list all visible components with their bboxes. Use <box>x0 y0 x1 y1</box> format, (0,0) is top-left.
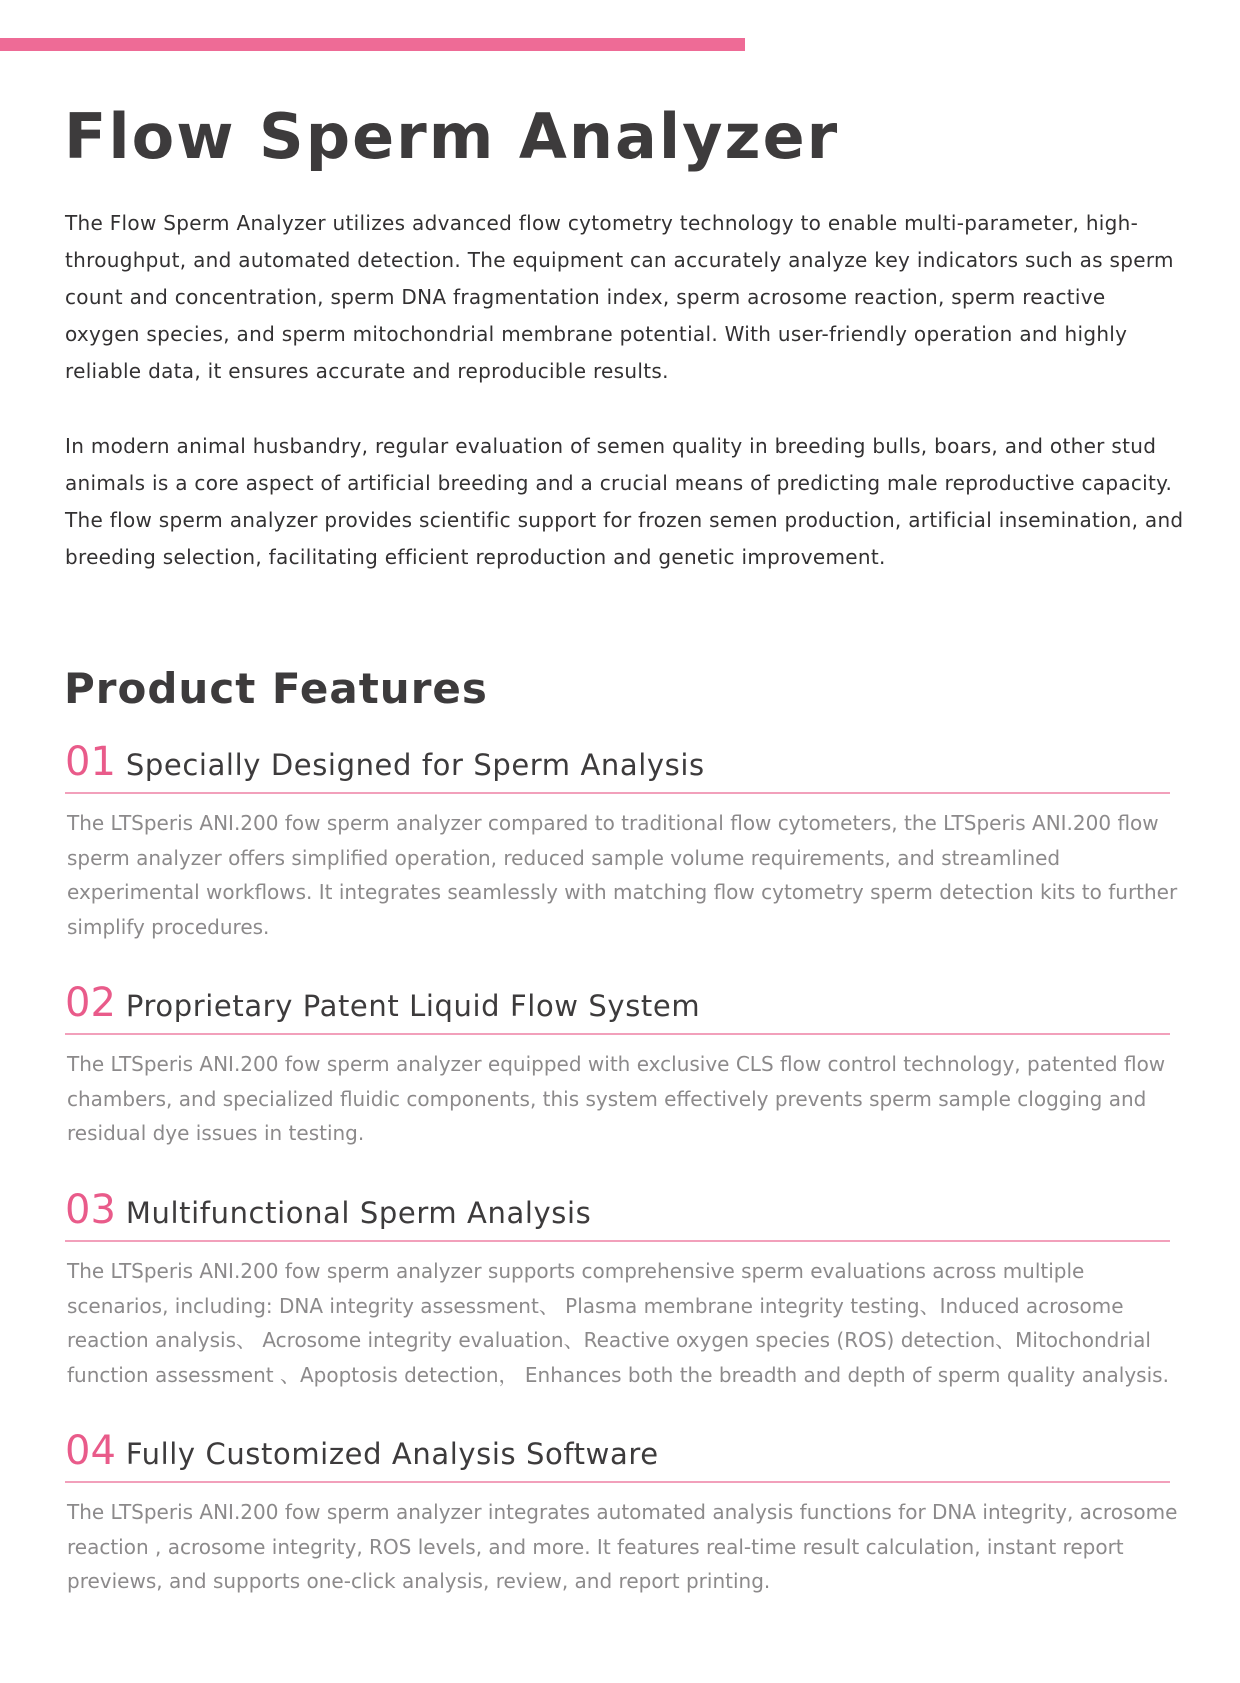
feature-description: The LTSperis ANI.200 fow sperm analyzer compared to traditional flow cytometers, the LTSperis ANI.200 flow sperm analyzer offers simplified operation, reduced sample volume requirements, and streamlined experimental workflows. It integrates seamlessly with matching flow cytometry sperm detection kits to further simplify procedures. <box>67 811 1178 939</box>
feature-description: The LTSperis ANI.200 fow sperm analyzer equipped with exclusive CLS flow control technology, patented flow chambers, and specialized fluidic components, this system effectively prevents sperm sample clogging and residual dye issues in testing. <box>67 1052 1166 1145</box>
feature-number: 01 <box>65 739 116 785</box>
feature-title: Proprietary Patent Liquid Flow System <box>125 989 701 1023</box>
intro-paragraph: In modern animal husbandry, regular evaluation of semen quality in breeding bulls, boars, and other stud animals is a core aspect of artificial breeding and a crucial means of predicting male reproductive capacity. The flow sperm analyzer provides scientific support for frozen semen production, artificial insemination, and breeding selection, facilitating efficient reproduction and genetic improvement. <box>65 434 1184 569</box>
feature-section <box>65 979 1170 1151</box>
feature-number: 04 <box>65 1428 116 1474</box>
feature-title: Specially Designed for Sperm Analysis <box>125 748 705 782</box>
feature-header <box>65 1427 1170 1483</box>
feature-description: The LTSperis ANI.200 fow sperm analyzer integrates automated analysis functions for DNA integrity, acrosome reaction , acrosome integrity, ROS levels, and more. It features real-time result calculation, instant report previews, and supports one-click analysis, review, and report printing. <box>67 1500 1178 1593</box>
feature-title: Multifunctional Sperm Analysis <box>125 1196 592 1230</box>
intro-paragraph: The Flow Sperm Analyzer utilizes advanced flow cytometry technology to enable multi-parameter, high-throughput, and automated detection. The equipment can accurately analyze key indicators such as sperm count and concentration, sperm DNA fragmentation index, sperm acrosome reaction, sperm reactive oxygen species, and sperm mitochondrial membrane potential. With user-friendly operation and highly reliable data, it ensures accurate and reproducible results. <box>65 211 1174 383</box>
feature-header <box>65 979 1170 1035</box>
features-heading: Product Features <box>64 664 488 713</box>
accent-bar <box>0 38 745 51</box>
feature-section <box>65 1427 1178 1599</box>
feature-title: Fully Customized Analysis Software <box>125 1437 659 1471</box>
feature-description: The LTSperis ANI.200 fow sperm analyzer supports comprehensive sperm evaluations across multiple scenarios, including: DNA integrity assessment、 Plasma membrane integrity testing、Induced acrosome reaction analysis、 Acrosome integrity evaluation、Reactive oxygen species (ROS) detection、Mitochondrial function assessment 、Apoptosis detection， Enhances both the breadth and depth of sperm quality analysis. <box>67 1259 1169 1387</box>
feature-header <box>65 738 1170 794</box>
feature-header <box>65 1186 1170 1242</box>
feature-number: 03 <box>65 1187 116 1233</box>
page-title: Flow Sperm Analyzer <box>64 100 840 173</box>
feature-number: 02 <box>65 980 116 1026</box>
feature-section <box>65 1186 1170 1392</box>
feature-section <box>65 738 1178 944</box>
